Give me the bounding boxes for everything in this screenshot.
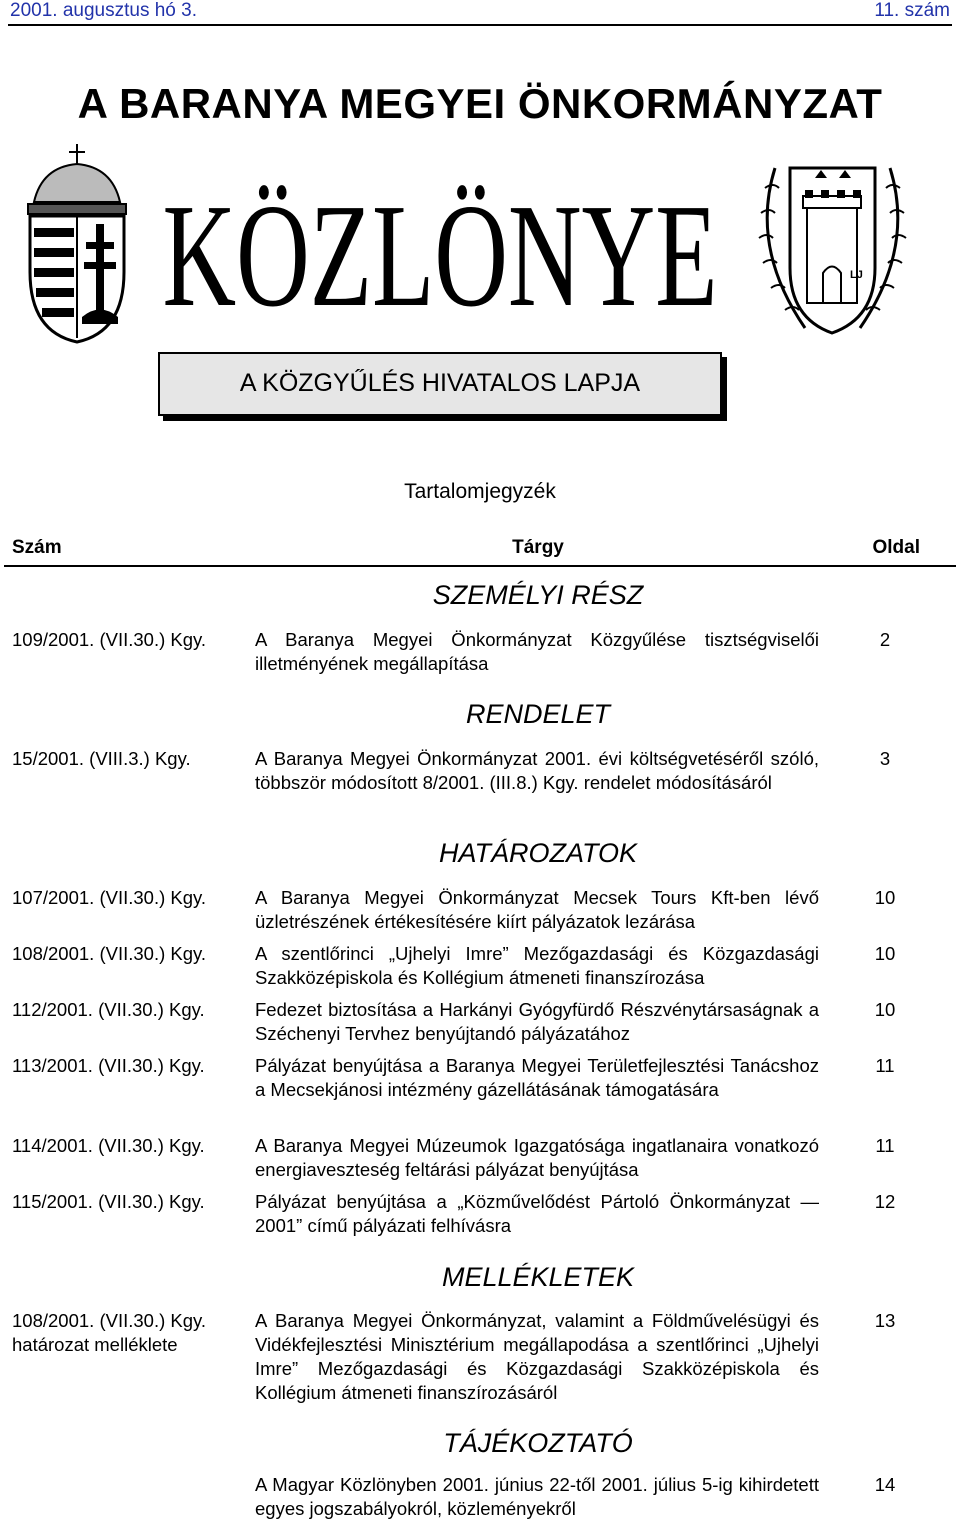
entry-number: 15/2001. (VIII.3.) Kgy. [12,748,191,769]
entry-subject: A szentlőrinci „Ujhelyi Imre” Mezőgazdasági és Közgazdasági Szakközépiskola és Kollégium átmeneti finanszírozása [255,943,819,988]
hungarian-coat-of-arms-icon [22,142,132,344]
entry-page: 10 [874,943,896,964]
kozlonye-wordmark [160,185,720,315]
entry-page: 13 [874,1310,896,1331]
col-header-page: Oldal [872,537,920,558]
header-rule [8,24,952,26]
col-header-subject: Tárgy [512,537,564,558]
entry-subject: Pályázat benyújtása a „Közművelődést Pártoló Önkormányzat — 2001” című pályázati felhívásra [255,1191,819,1236]
entry-page: 14 [874,1474,896,1495]
masthead-title: A BARANYA MEGYEI ÖNKORMÁNYZAT [77,80,883,127]
entry-number: 115/2001. (VII.30.) Kgy. [12,1191,205,1212]
header-divider [4,565,956,567]
entry-subject: A Baranya Megyei Önkormányzat Közgyűlése tisztségviselői illetményének megállapítása [255,629,819,674]
entry-page: 10 [874,887,896,908]
entry-page: 10 [874,999,896,1020]
entry-subject: Pályázat benyújtása a Baranya Megyei Területfejlesztési Tanácshoz a Mecsekjánosi intézmény gázellátásának támogatására [255,1055,819,1100]
entry-subject: Fedezet biztosítása a Harkányi Gyógyfürdő Részvénytársaságnak a Széchenyi Tervhez benyújtandó pályázatához [255,999,819,1044]
entry-page: 11 [875,1135,895,1156]
baranya-county-arms-icon [745,148,920,343]
section-heading-information: TÁJÉKOZTATÓ [443,1428,633,1458]
section-heading-resolutions: HATÁROZATOK [438,838,638,868]
entry-number: 113/2001. (VII.30.) Kgy. [12,1055,205,1076]
entry-number: 109/2001. (VII.30.) Kgy. [12,629,207,650]
entry-number-note: határozat melléklete [12,1334,178,1355]
entry-page: 2 [879,629,891,650]
section-heading-personal: SZEMÉLYI RÉSZ [432,580,644,610]
entry-number: 108/2001. (VII.30.) Kgy. [12,1310,207,1331]
entry-subject: A Baranya Megyei Múzeumok Igazgatósága ingatlanaira vonatkozó energiaveszteség feltárási pályázat benyújtása [255,1135,819,1180]
entry-page: 11 [875,1055,895,1076]
col-header-number: Szám [12,537,62,558]
entry-number: 112/2001. (VII.30.) Kgy. [12,999,205,1020]
entry-subject: A Magyar Közlönyben 2001. június 22-től 2001. július 5-ig kihirdetett egyes jogszabályokról, közleményekről [255,1474,819,1519]
entry-subject: A Baranya Megyei Önkormányzat 2001. évi költségvetéséről szóló, többször módosított 8/2001. (III.8.) Kgy. rendelet módosításáról [255,748,819,793]
crest-monogram: LJ [850,269,863,281]
entry-page: 12 [874,1191,896,1212]
section-heading-annexes: MELLÉKLETEK [441,1262,635,1292]
issue-number: 11. szám [874,0,950,21]
entry-subject: A Baranya Megyei Önkormányzat Mecsek Tours Kft-ben lévő üzletrészének értékesítésére kiírt pályázatok lezárása [255,887,819,932]
entry-number: 107/2001. (VII.30.) Kgy. [12,887,207,908]
entry-subject: A Baranya Megyei Önkormányzat, valamint a Földművelésügyi és Vidékfejlesztési Minisztérium megállapodása a szentlőrinci „Ujhelyi Imre” Mezőgazdasági és Közgazdasági Szakközépiskola és Kollégium átmeneti finanszírozásáról [255,1310,819,1403]
entry-page: 3 [879,748,891,769]
section-heading-decree: RENDELET [465,699,611,729]
masthead-subtitle: A KÖZGYŰLÉS HIVATALOS LAPJA [239,369,641,397]
entry-number: 108/2001. (VII.30.) Kgy. [12,943,207,964]
kozlonye-text: KÖZLÖNYE [162,185,718,315]
toc-title: Tartalomjegyzék [404,480,556,503]
issue-date: 2001. augusztus hó 3. [10,0,197,21]
entry-number: 114/2001. (VII.30.) Kgy. [12,1135,205,1156]
